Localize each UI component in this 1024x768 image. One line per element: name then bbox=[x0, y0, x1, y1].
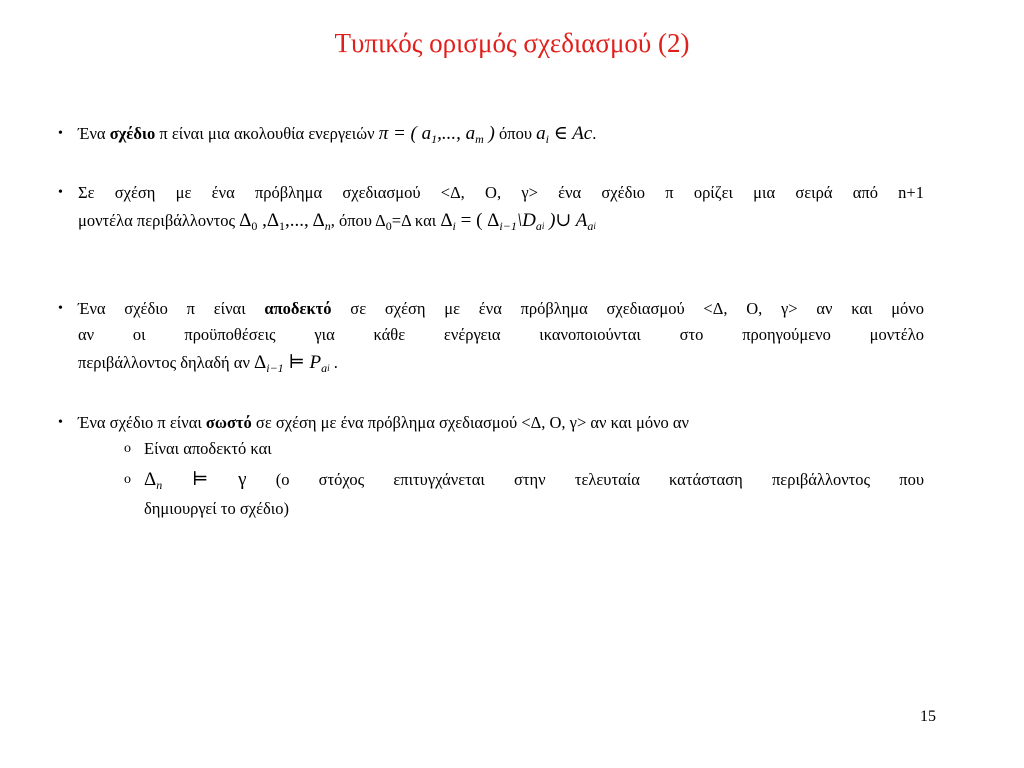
bullet-marker: • bbox=[58, 185, 63, 200]
sub-bullet-goal-line1: $\Delta_n$ ⊨ γ (ο στόχος επιτυγχάνεται στην τελευταία κατάσταση περιβάλλοντος που bbox=[144, 469, 925, 492]
sub-bullet-marker: o bbox=[124, 472, 131, 487]
bullet-marker: • bbox=[58, 415, 63, 430]
page-number: 15 bbox=[920, 708, 936, 725]
sub-bullet-acceptable: Είναι αποδεκτό και bbox=[144, 439, 272, 458]
bullet-models-line2: μοντέλα περιβάλλοντος $\Delta_0$ $,\Delta_1$,..., $\Delta_n$, όπου $\Delta_0=\Delta$ και $\Delta_i$ = ( $\Delta_{i-1}\backslash D_ai$ )∪ $A_ai$ bbox=[78, 210, 596, 233]
bullet-acceptable-line1: Ένα σχέδιο π είναι αποδεκτό σε σχέση με ένα πρόβλημα σχεδιασμού <Δ, Ο, γ> αν και μόνο bbox=[78, 299, 924, 318]
sub-bullet-marker: o bbox=[124, 441, 131, 456]
bullet-models-line1: Σε σχέση με ένα πρόβλημα σχεδιασμού <Δ, Ο, γ> ένα σχέδιο π ορίζει μια σειρά από n+1 bbox=[78, 183, 924, 202]
bullet-acceptable-line2: αν οι προϋποθέσεις για κάθε ενέργεια ικανοποιούνται στο προηγούμενο μοντέλο bbox=[78, 325, 924, 344]
bullet-marker: • bbox=[58, 301, 63, 316]
bullet-acceptable-line3: περιβάλλοντος δηλαδή αν $\Delta_{i-1}$ ⊨ $P_ai$ . bbox=[78, 352, 338, 375]
bullet-marker: • bbox=[58, 126, 63, 141]
bullet-plan-definition: Ένα σχέδιο π είναι μια ακολουθία ενεργειών π = ( $a_1$,..., $a_m$ ) όπου $a_i$ ∈ Ac. bbox=[78, 123, 597, 146]
sub-bullet-goal-line2: δημιουργεί το σχέδιο) bbox=[144, 499, 289, 518]
slide-title: Τυπικός ορισμός σχεδιασμού (2) bbox=[334, 28, 690, 58]
bullet-correct-line1: Ένα σχέδιο π είναι σωστό σε σχέση με ένα πρόβλημα σχεδιασμού <Δ, Ο, γ> αν και μόνο αν bbox=[78, 413, 690, 432]
